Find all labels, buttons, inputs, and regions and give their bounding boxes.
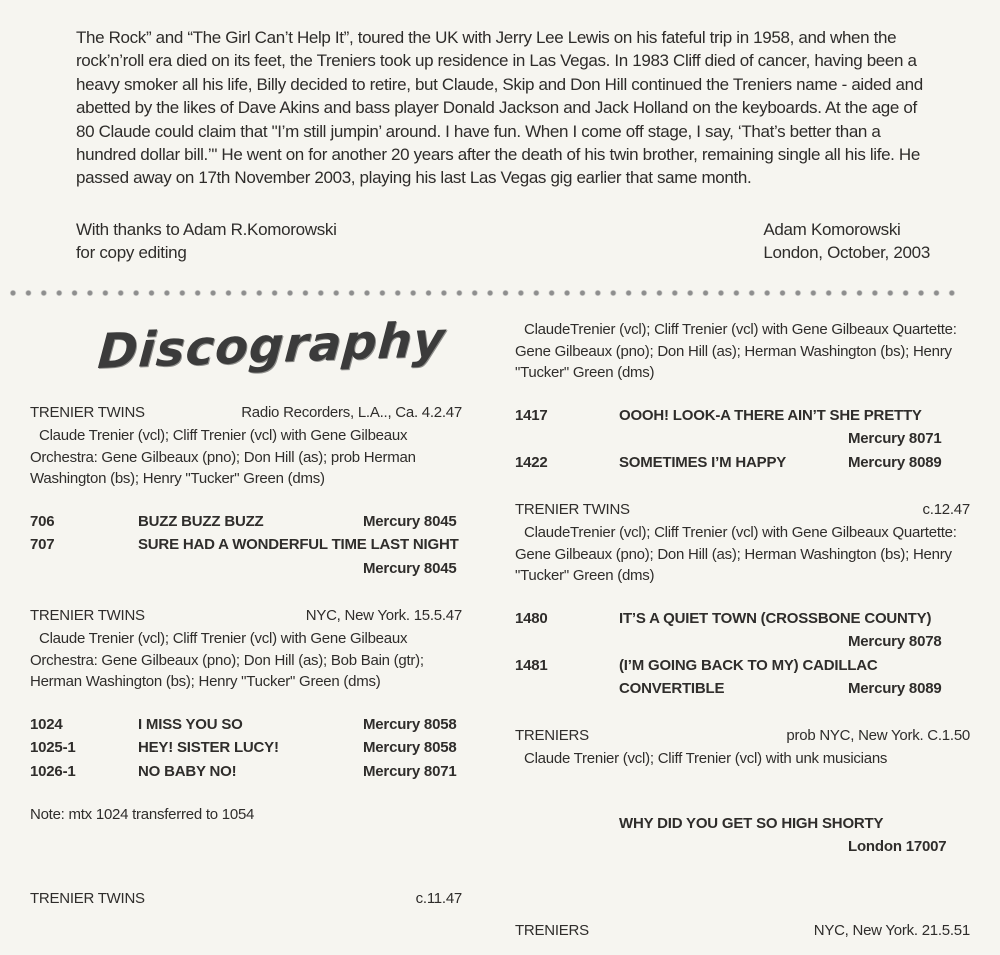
- track-record-label: Mercury 8045: [363, 513, 457, 531]
- discography-session: [30, 402, 462, 580]
- session-header: [30, 605, 462, 627]
- track-title: I MISS YOU SO: [138, 716, 243, 734]
- track-list: [515, 607, 970, 700]
- session-artist: TRENIER TWINS: [30, 606, 145, 624]
- track-title: SURE HAD A WONDERFUL TIME LAST NIGHT: [138, 536, 459, 554]
- track-list: [515, 404, 970, 474]
- right-column: [515, 318, 970, 942]
- track-list: [30, 713, 462, 783]
- session-location-date: NYC, New York. 15.5.47: [305, 606, 462, 624]
- track-matrix-number: 1417: [515, 407, 548, 425]
- discography-session: [515, 499, 970, 700]
- session-location-date: c.11.47: [415, 889, 462, 907]
- session-personnel: Claude Trenier (vcl); Cliff Trenier (vcl) with unk musicians: [524, 750, 888, 768]
- track-record-label: Mercury 8058: [363, 739, 457, 757]
- credits: [76, 218, 930, 264]
- track-list: [515, 812, 970, 858]
- track-record-label: Mercury 8089: [848, 453, 942, 471]
- session-location-date: prob NYC, New York. C.1.50: [786, 727, 970, 745]
- session-artist: TRENIERS: [515, 922, 589, 940]
- session-artist: TRENIER TWINS: [30, 403, 145, 421]
- dotted-separator: [8, 288, 962, 298]
- track-list: [30, 510, 462, 580]
- track-title: NO BABY NO!: [138, 762, 237, 780]
- credits-right-line1: Adam Komorowski: [763, 219, 901, 239]
- session-location-date: c.12.47: [922, 500, 970, 518]
- credits-left-line2: for copy editing: [76, 242, 187, 262]
- track-record-label: Mercury 8078: [848, 633, 942, 651]
- session-header: [515, 499, 970, 521]
- track-record-label: London 17007: [848, 838, 947, 856]
- session-artist: TRENIER TWINS: [30, 889, 145, 907]
- discography-session: [30, 605, 462, 826]
- track-title-line2: CONVERTIBLE: [619, 679, 725, 697]
- credits-right: [763, 218, 930, 264]
- discography-columns: [0, 311, 1000, 942]
- track-title: (I’M GOING BACK TO MY) CADILLAC: [619, 656, 878, 674]
- session-personnel: Claude Trenier (vcl); Cliff Trenier (vcl) with Gene Gilbeaux Orchestra: Gene Gilbeaux (pno); Don Hill (as); Bob Bain (gtr); Herman Washington (bs); Henry "Tucker" Green (dms): [30, 629, 424, 691]
- session-artist: TRENIERS: [515, 727, 589, 745]
- track-record-label: Mercury 8045: [363, 559, 457, 577]
- track-record-label: Mercury 8089: [848, 679, 942, 697]
- left-sections: [30, 402, 462, 910]
- track-title: OOOH! LOOK-A THERE AIN’T SHE PRETTY: [619, 407, 922, 425]
- left-column: [30, 311, 462, 942]
- session-location-date: Radio Recorders, L.A.., Ca. 4.2.47: [241, 403, 462, 421]
- session-personnel: ClaudeTrenier (vcl); Cliff Trenier (vcl) with Gene Gilbeaux Quartette: Gene Gilbeaux (pno); Don Hill (as); Herman Washington (bs); Henry "Tucker" Green (dms): [515, 523, 957, 585]
- track-matrix-number: 1480: [515, 610, 548, 628]
- track-matrix-number: 706: [30, 513, 55, 531]
- session-header: [515, 725, 970, 747]
- session-location-date: NYC, New York. 21.5.51: [813, 922, 970, 940]
- track-matrix-number: 1025-1: [30, 739, 76, 757]
- discography-session: [515, 920, 970, 942]
- track-title: HEY! SISTER LUCY!: [138, 739, 279, 757]
- session-personnel: Claude Trenier (vcl); Cliff Trenier (vcl) with Gene Gilbeaux Orchestra: Gene Gilbeaux (pno); Don Hill (as); prob Herman Washington (bs); Henry "Tucker" Green (dms): [30, 426, 416, 488]
- discography-session: [515, 319, 970, 474]
- session-artist: TRENIER TWINS: [515, 500, 630, 518]
- discography-session: [515, 725, 970, 858]
- track-record-label: Mercury 8071: [363, 762, 457, 780]
- track-record-label: Mercury 8058: [363, 716, 457, 734]
- credits-left-line1: With thanks to Adam R.Komorowski: [76, 219, 337, 239]
- session-header: [30, 402, 462, 424]
- track-matrix-number: 1422: [515, 453, 548, 471]
- track-title: IT’S A QUIET TOWN (CROSSBONE COUNTY): [619, 610, 932, 628]
- discography-title: Discography: [96, 311, 448, 380]
- track-matrix-number: 707: [30, 536, 55, 554]
- session-header: [30, 888, 462, 910]
- credits-left: [76, 218, 337, 264]
- track-matrix-number: 1026-1: [30, 762, 76, 780]
- track-title: WHY DID YOU GET SO HIGH SHORTY: [619, 814, 884, 832]
- session-note: Note: mtx 1024 transferred to 1054: [30, 805, 255, 823]
- track-matrix-number: 1481: [515, 656, 548, 674]
- session-header: [515, 920, 970, 942]
- track-matrix-number: [515, 812, 619, 835]
- track-title: SOMETIMES I’M HAPPY: [619, 453, 787, 471]
- discography-session: [30, 888, 462, 910]
- track-title: BUZZ BUZZ BUZZ: [138, 513, 264, 531]
- track-matrix-number: 1024: [30, 716, 63, 734]
- track-record-label: Mercury 8071: [848, 430, 942, 448]
- intro-paragraph: The Rock” and “The Girl Can’t Help It”, toured the UK with Jerry Lee Lewis on his fateful trip in 1958, and when the rock’n’roll era died on its feet, the Treniers took up residence in Las Vegas. In 1983 Cliff died of cancer, having been a heavy smoker all his life, Billy decided to retire, but Claude, Skip and Don Hill continued the Treniers name - aided and abetted by the likes of Dave Akins and bass player Donald Jackson and Jack Holland on the keyboards. At the age of 80 Claude could claim that "I’m still jumpin’ around. I have fun. When I come off stage, I say, ‘That’s better than a hundred dollar bill.’" He went on for another 20 years after the death of his twin brother, remaining single all his life. He passed away on 17th November 2003, playing his last Las Vegas gig earlier that same month.: [76, 28, 923, 188]
- credits-right-line2: London, October, 2003: [763, 242, 930, 262]
- session-personnel: ClaudeTrenier (vcl); Cliff Trenier (vcl) with Gene Gilbeaux Quartette: Gene Gilbeaux (pno); Don Hill (as); Herman Washington (bs); Henry "Tucker" Green (dms): [515, 320, 957, 382]
